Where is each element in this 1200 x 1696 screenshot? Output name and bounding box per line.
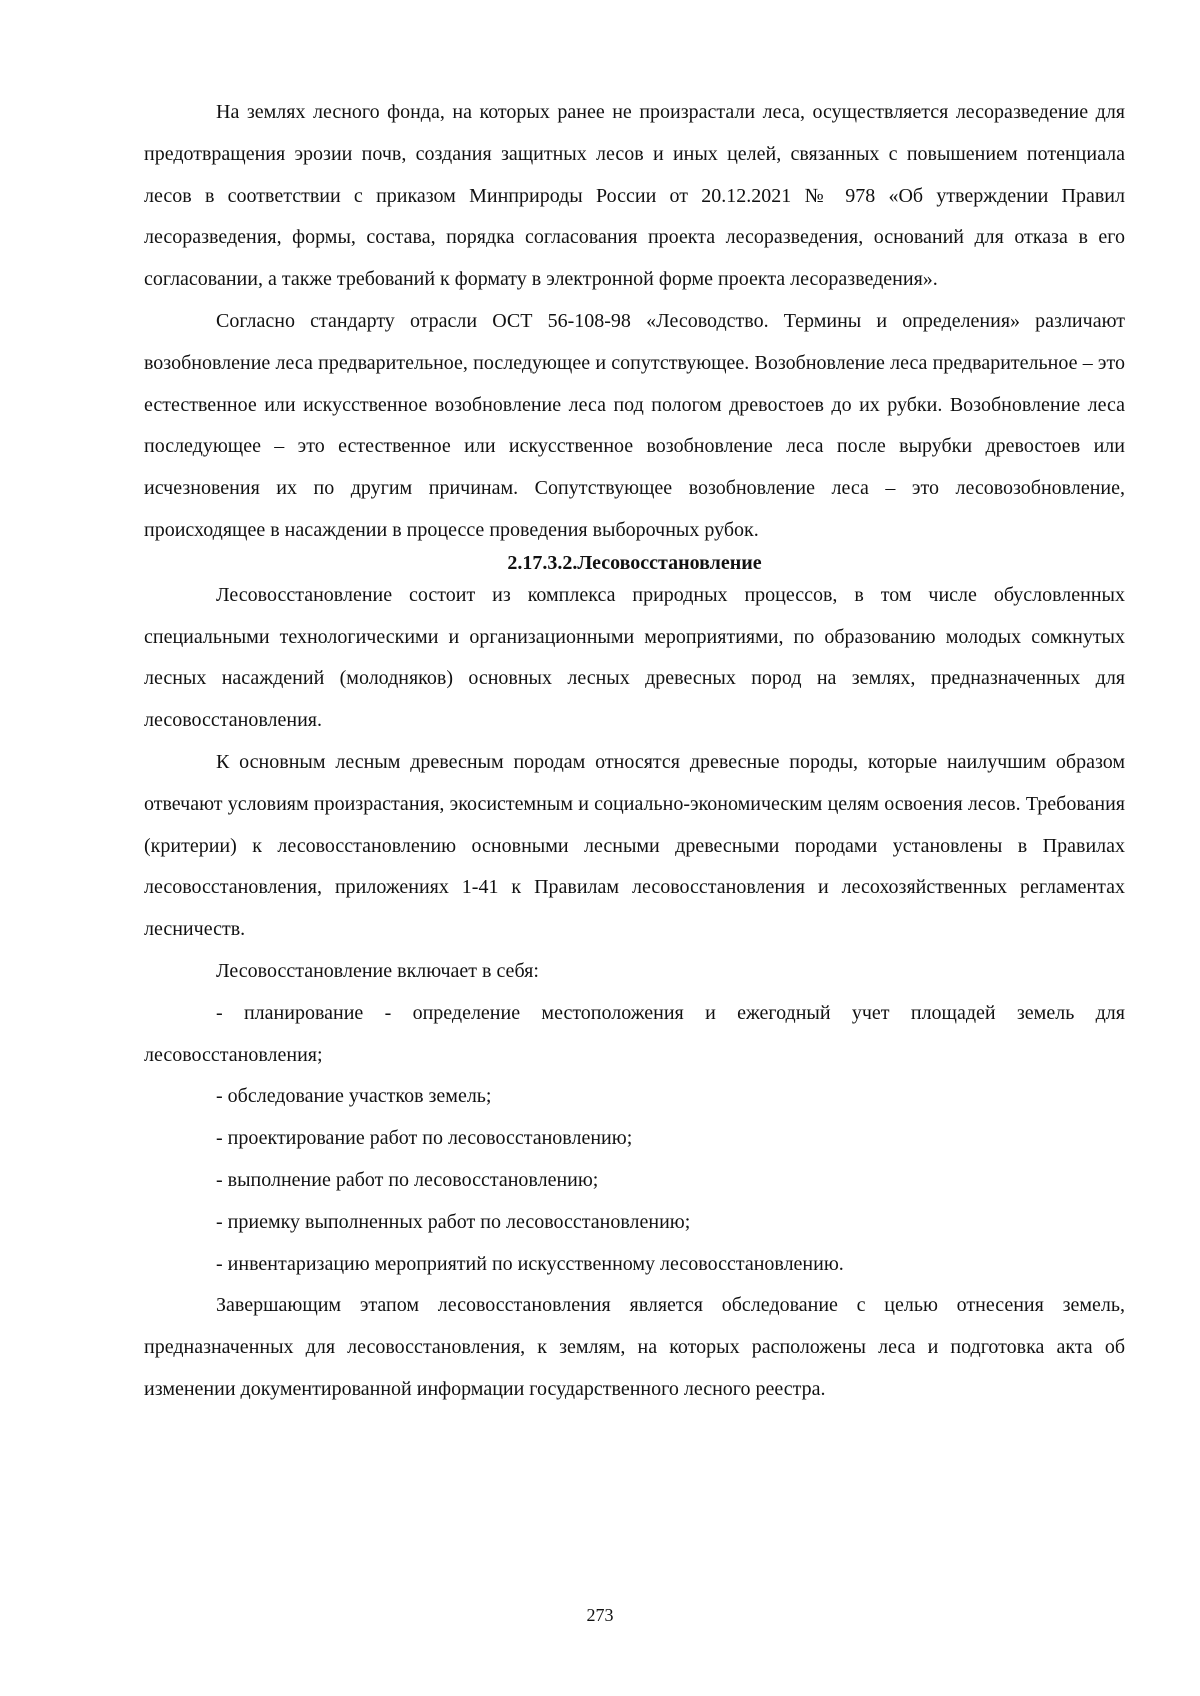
list-item: - инвентаризацию мероприятий по искусственному лесовосстановлению.	[216, 1252, 844, 1275]
page-body	[144, 92, 1125, 1411]
paragraph-afforestation: На землях лесного фонда, на которых ранее не произрастали леса, осуществляется лесоразведение для предотвращения эрозии почв, создания защитных лесов и иных целей, связанных с повышением потенциала лесов в соответствии с приказом Минприроды России от 20.12.2021 № 978 «Об утверждении Правил лесоразведения, формы, состава, порядка согласования проекта лесоразведения, оснований для отказа в его согласовании, а также требований к формату в электронной форме проекта лесоразведения».	[144, 101, 1125, 291]
paragraph-main-tree-species: К основным лесным древесным породам относятся древесные породы, которые наилучшим образом отвечают условиям произрастания, экосистемным и социально-экономическим целям освоения лесов. Требования (критерии) к лесовосстановлению основными лесными древесными породами установлены в Правилах лесовосстановления, приложениях 1-41 к Правилам лесовосстановления и лесохозяйственных регламентах лесничеств.	[144, 750, 1125, 941]
list-item: - планирование - определение местоположения и ежегодный учет площадей земель для лесовосстановления;	[144, 1001, 1125, 1066]
page-number: 273	[586, 1605, 614, 1625]
paragraph-forest-regeneration: Согласно стандарту отрасли ОСТ 56-108-98 «Лесоводство. Термины и определения» различают возобновление леса предварительное, последующее и сопутствующее. Возобновление леса предварительное – это естественное или искусственное возобновление леса под пологом древостоев до их рубки. Возобновление леса последующее – это естественное или искусственное возобновление леса после вырубки древостоев или исчезновения их по другим причинам. Сопутствующее возобновление леса – это лесовозобновление, происходящее в насаждении в процессе проведения выборочных рубок.	[144, 309, 1125, 541]
list-item: - приемку выполненных работ по лесовосстановлению;	[216, 1210, 691, 1233]
list-item: - обследование участков земель;	[216, 1085, 492, 1108]
paragraph-final-stage: Завершающим этапом лесовосстановления является обследование с целью отнесения земель, предназначенных для лесовосстановления, к землям, на которых расположены леса и подготовка акта об изменении документированной информации государственного лесного реестра.	[144, 1294, 1125, 1400]
paragraph-list-intro: Лесовосстановление включает в себя:	[216, 959, 539, 982]
paragraph-reforestation-definition: Лесовосстановление состоит из комплекса природных процессов, в том числе обусловленных специальными технологическими и организационными мероприятиями, по образованию молодых сомкнутых лесных насаждений (молодняков) основных лесных древесных пород на землях, предназначенных для лесовосстановления.	[144, 583, 1125, 732]
list-item: - проектирование работ по лесовосстановлению;	[216, 1127, 633, 1150]
reforestation-list	[144, 993, 1125, 1286]
section-heading: 2.17.3.2.Лесовосстановление	[507, 551, 762, 574]
list-item: - выполнение работ по лесовосстановлению;	[216, 1168, 599, 1191]
